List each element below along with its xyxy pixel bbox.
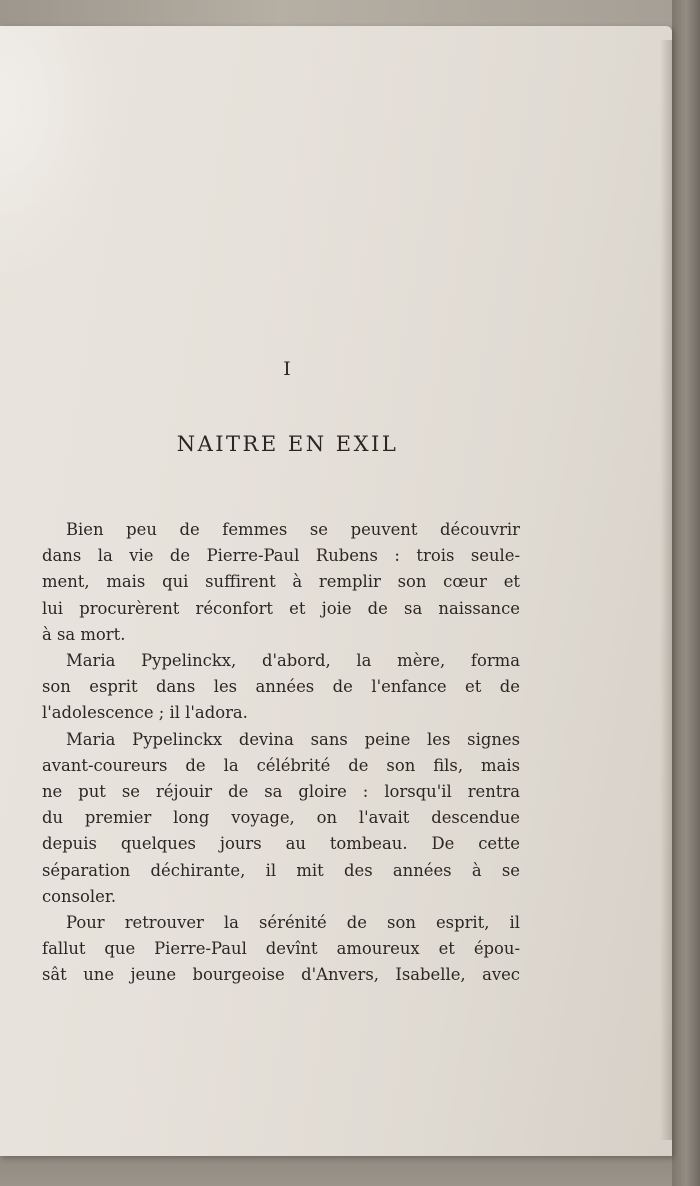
text-line: lui procurèrent réconfort et joie de sa naissance: [42, 598, 520, 618]
text-line: son esprit dans les années de l'enfance et de: [42, 677, 520, 697]
text-line: à sa mort.: [42, 624, 126, 644]
book-edge: [672, 0, 700, 1186]
text-line: séparation déchirante, il mit des années à se: [42, 860, 520, 880]
text-line: fallut que Pierre-Paul devînt amoureux et épou-: [42, 939, 520, 959]
page-edge-shadow: [660, 40, 672, 1140]
text-line: l'adolescence ; il l'adora.: [42, 703, 248, 723]
text-line: du premier long voyage, on l'avait descendue: [42, 808, 520, 828]
text-line: ne put se réjouir de sa gloire : lorsqu'il rentra: [42, 782, 520, 802]
text-line: avant-coureurs de la célébrité de son fils, mais: [42, 755, 520, 775]
text-line: Maria Pypelinckx devina sans peine les signes: [66, 729, 520, 749]
text-line: Pour retrouver la sérénité de son esprit, il: [66, 913, 520, 933]
text-line: dans la vie de Pierre-Paul Rubens : trois seule-: [42, 546, 520, 566]
text-line: Bien peu de femmes se peuvent découvrir: [66, 520, 520, 539]
text-line: sât une jeune bourgeoise d'Anvers, Isabelle, avec: [42, 965, 520, 985]
body-text: [42, 517, 520, 989]
text-line: ment, mais qui suffirent à remplir son cœur et: [42, 572, 520, 592]
text-line: Maria Pypelinckx, d'abord, la mère, forma: [66, 651, 520, 671]
text-line: consoler.: [42, 886, 117, 906]
chapter-title: NAITRE EN EXIL: [176, 432, 399, 456]
chapter-number: I: [283, 358, 292, 380]
text-line: depuis quelques jours au tombeau. De cette: [42, 834, 520, 854]
